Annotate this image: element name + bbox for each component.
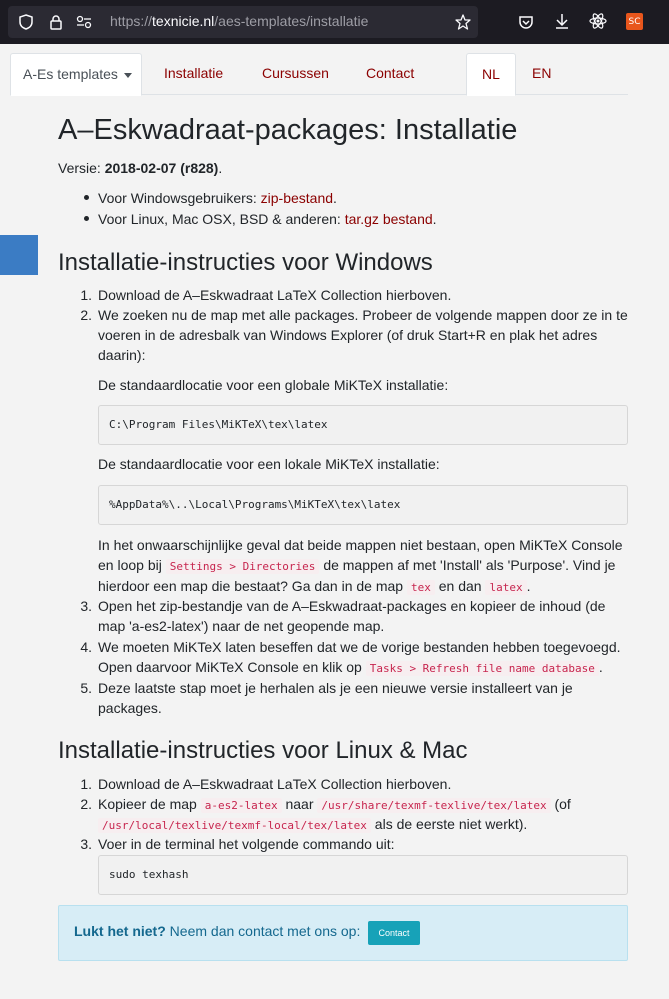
inline-code: Settings > Directories xyxy=(166,559,320,574)
list-number: 4. xyxy=(80,639,92,655)
bullet-icon xyxy=(84,216,89,221)
list-number: 2. xyxy=(80,796,92,812)
win-step-4-line-2 xyxy=(98,657,603,679)
note-line-1: In het onwaarschijnlijke geval dat beide mappen niet bestaan, open MiKTeX Console xyxy=(98,537,623,553)
nav-dropdown-label: A-Es templates xyxy=(23,66,118,82)
inline-code: a-es2-latex xyxy=(201,798,282,813)
pocket-icon[interactable] xyxy=(517,13,535,31)
note-line-3 xyxy=(98,576,531,598)
shield-icon[interactable] xyxy=(18,14,34,30)
alert-text xyxy=(74,923,360,939)
download-linux-label: Voor Linux, Mac OSX, BSD & anderen: xyxy=(98,211,345,227)
linux-heading: Installatie-instructies voor Linux & Mac xyxy=(58,737,468,764)
page xyxy=(0,44,669,999)
texhash-command-code[interactable]: sudo texhash xyxy=(98,855,628,895)
lang-en[interactable]: EN xyxy=(532,65,552,81)
linux-step-3: Voer in de terminal het volgende commando uit: xyxy=(98,836,395,852)
lock-icon[interactable] xyxy=(48,14,64,30)
download-linux xyxy=(98,209,437,229)
win-step-4-line-1: We moeten MiKTeX laten beseffen dat we de vorige bestanden hebben toegevoegd. xyxy=(98,639,621,655)
nav-link-contact[interactable]: Contact xyxy=(366,65,415,81)
step-text: Open daarvoor MiKTeX Console en klik op xyxy=(98,659,362,675)
nav-link-cursussen[interactable]: Cursussen xyxy=(262,65,329,81)
inline-code: /usr/local/texlive/texmf-local/tex/latex xyxy=(98,818,371,833)
side-tab[interactable] xyxy=(0,235,38,275)
version-label: Versie: xyxy=(58,160,101,176)
download-icon[interactable] xyxy=(553,12,571,30)
list-number: 3. xyxy=(80,598,92,614)
url-path: /aes-templates/installatie xyxy=(214,13,369,29)
contact-button[interactable]: Contact xyxy=(368,921,420,945)
inline-code: /usr/share/texmf-texlive/tex/latex xyxy=(317,798,550,813)
win-step-2-line-3: daarin): xyxy=(98,347,146,363)
note-text: en loop bij xyxy=(98,557,162,573)
lang-nl[interactable]: NL xyxy=(466,53,516,96)
help-alert xyxy=(58,905,628,961)
win-step-3-line-2: map 'a-es2-latex') naar de net geopende map. xyxy=(98,618,385,634)
extension-badge[interactable]: SC xyxy=(626,13,643,30)
caret-down-icon xyxy=(124,73,132,78)
permissions-icon[interactable] xyxy=(76,14,92,30)
note-text: hierdoor een map die bestaat? Ga dan in de map xyxy=(98,578,404,594)
version-line xyxy=(58,158,222,178)
download-windows-label: Voor Windowsgebruikers: xyxy=(98,190,261,206)
url-prefix: https:// xyxy=(110,13,153,29)
win-step-3-line-1: Open het zip-bestandje van de A–Eskwadraat-packages en kopieer de inhoud (de xyxy=(98,598,606,614)
alert-message: Neem dan contact met ons op: xyxy=(165,923,361,939)
global-path-code[interactable]: C:\Program Files\MiKTeX\tex\latex xyxy=(98,405,628,445)
nav-link-installatie[interactable]: Installatie xyxy=(164,65,224,81)
note-line-2 xyxy=(98,555,615,577)
address-bar[interactable] xyxy=(8,6,478,38)
tar-link[interactable]: tar.gz bestand xyxy=(344,211,433,227)
page-title: A–Eskwadraat-packages: Installatie xyxy=(58,114,518,146)
windows-heading: Installatie-instructies voor Windows xyxy=(58,249,433,276)
step-text: naar xyxy=(285,796,314,812)
list-number: 5. xyxy=(80,680,92,696)
note-text: de mappen af met 'Install' als 'Purpose'. Vind je xyxy=(323,557,616,573)
url-text xyxy=(110,13,368,29)
list-number: 1. xyxy=(80,287,92,303)
step-text: . xyxy=(598,659,603,675)
local-path-code[interactable]: %AppData%\..\Local\Programs\MiKTeX\tex\latex xyxy=(98,485,628,525)
zip-link[interactable]: zip-bestand xyxy=(260,190,334,206)
step-text: Kopieer de map xyxy=(98,796,197,812)
download-windows xyxy=(98,188,337,208)
win-step-5-line-1: Deze laatste stap moet je herhalen als je een nieuwe versie installeert van je xyxy=(98,680,573,696)
version-end: . xyxy=(218,160,223,176)
download-linux-end: . xyxy=(432,211,437,227)
list-number: 1. xyxy=(80,776,92,792)
list-number: 2. xyxy=(80,307,92,323)
linux-step-2-line-1 xyxy=(98,794,571,816)
win-step-1: Download de A–Eskwadraat LaTeX Collection hierboven. xyxy=(98,287,452,303)
note-text: en dan xyxy=(438,578,482,594)
inline-code: tex xyxy=(407,580,435,595)
browser-toolbar xyxy=(0,0,669,44)
inline-code: Tasks > Refresh file name database xyxy=(366,661,599,676)
react-devtools-icon[interactable] xyxy=(589,12,607,30)
linux-step-1: Download de A–Eskwadraat LaTeX Collection hierboven. xyxy=(98,776,452,792)
linux-step-2-line-2 xyxy=(98,814,527,836)
version-value: 2018-02-07 (r828) xyxy=(104,160,219,176)
url-host: texnicie.nl xyxy=(152,13,215,29)
win-step-2-line-1: We zoeken nu de map met alle packages. Probeer de volgende mappen door ze in te xyxy=(98,307,628,323)
inline-code: latex xyxy=(485,580,526,595)
global-location-label: De standaardlocatie voor een globale MiKTeX installatie: xyxy=(98,377,449,393)
nav-dropdown-templates[interactable] xyxy=(10,53,142,96)
local-location-label: De standaardlocatie voor een lokale MiKTeX installatie: xyxy=(98,456,440,472)
top-nav xyxy=(10,53,628,95)
alert-bold: Lukt het niet? xyxy=(74,923,166,939)
step-text: (of xyxy=(554,796,571,812)
bookmark-star-icon[interactable] xyxy=(454,13,472,31)
win-step-2-line-2: voeren in de adresbalk van Windows Explorer (of druk Start+R en plak het adres xyxy=(98,327,598,343)
list-number: 3. xyxy=(80,836,92,852)
step-text: als de eerste niet werkt). xyxy=(374,816,528,832)
bullet-icon xyxy=(84,195,89,200)
download-windows-end: . xyxy=(333,190,337,206)
win-step-5-line-2: packages. xyxy=(98,700,162,716)
note-text: . xyxy=(526,578,531,594)
